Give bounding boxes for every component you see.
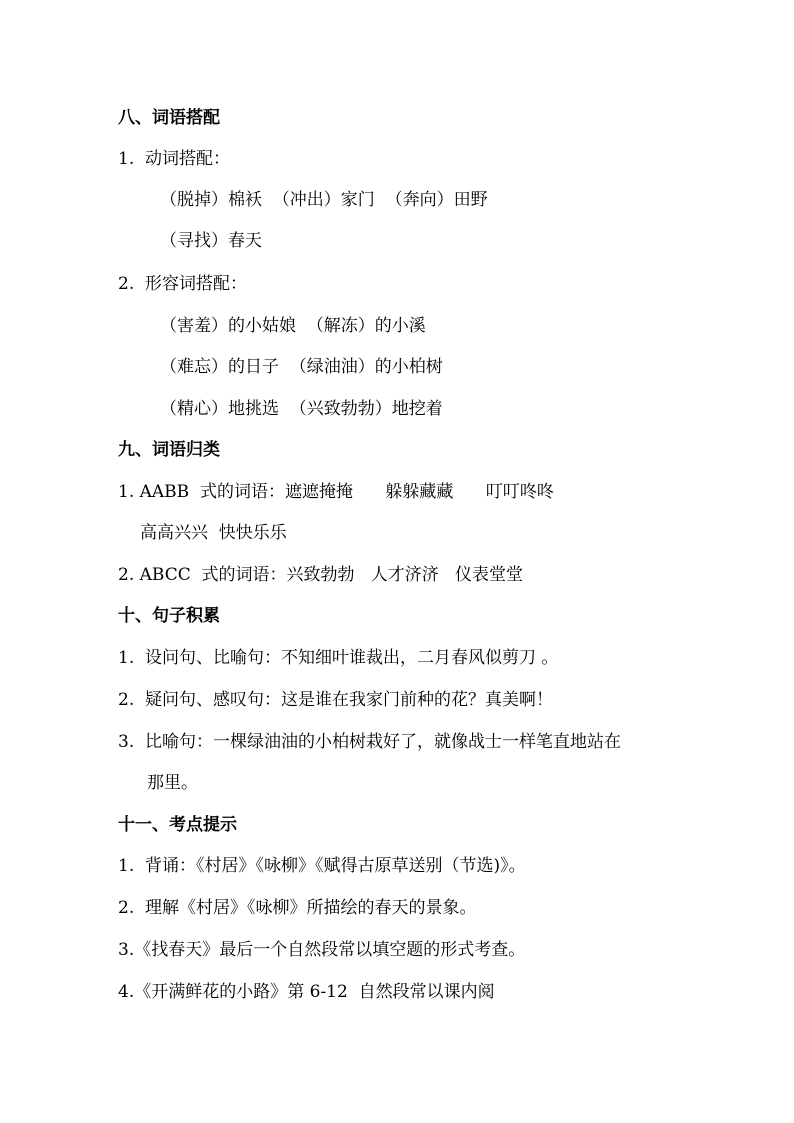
list-item: （精心）地挑选 （兴致勃勃）地挖着	[160, 399, 443, 419]
list-item: （寻找）春天	[160, 231, 262, 251]
list-item: 3. 比喻句：一棵绿油油的小柏树栽好了，就像战士一样笔直地站在	[118, 732, 622, 752]
section-heading: 八、词语搭配	[118, 108, 220, 128]
section-heading: 九、词语归类	[118, 440, 220, 460]
list-item: 2. 疑问句、感叹句：这是谁在我家门前种的花？真美啊！	[118, 690, 554, 710]
list-item: 1. 设问句、比喻句：不知细叶谁裁出，二月春风似剪刀 。	[118, 648, 559, 668]
section-heading: 十、句子积累	[118, 606, 220, 626]
list-item: 1. 动词搭配：	[118, 149, 231, 169]
list-item: 4.《开满鲜花的小路》第 6-12 自然段常以课内阅	[118, 982, 495, 1002]
list-item: 3.《找春天》最后一个自然段常以填空题的形式考查。	[118, 940, 526, 960]
list-item: 2. ABCC 式的词语：兴致勃勃 人才济济 仪表堂堂	[118, 565, 523, 585]
list-item: （难忘）的日子 （绿油油）的小柏树	[160, 357, 443, 377]
list-item: （脱掉）棉袄 （冲出）家门 （奔向）田野	[160, 190, 488, 210]
list-item: 2. 形容词搭配：	[118, 274, 248, 294]
list-item: 2. 理解《村居》《咏柳》所描绘的春天的景象。	[118, 898, 477, 918]
list-item: 1. AABB 式的词语：遮遮掩掩 躲躲藏藏 叮叮咚咚	[118, 482, 554, 502]
section-heading: 十一、考点提示	[118, 815, 237, 835]
list-item: 那里。	[147, 773, 198, 793]
list-item: 1. 背诵：《村居》《咏柳》《赋得古原草送别（节选)》。	[118, 856, 526, 876]
list-item: 高高兴兴 快快乐乐	[140, 523, 287, 543]
list-item: （害羞）的小姑娘 （解冻）的小溪	[160, 316, 426, 336]
